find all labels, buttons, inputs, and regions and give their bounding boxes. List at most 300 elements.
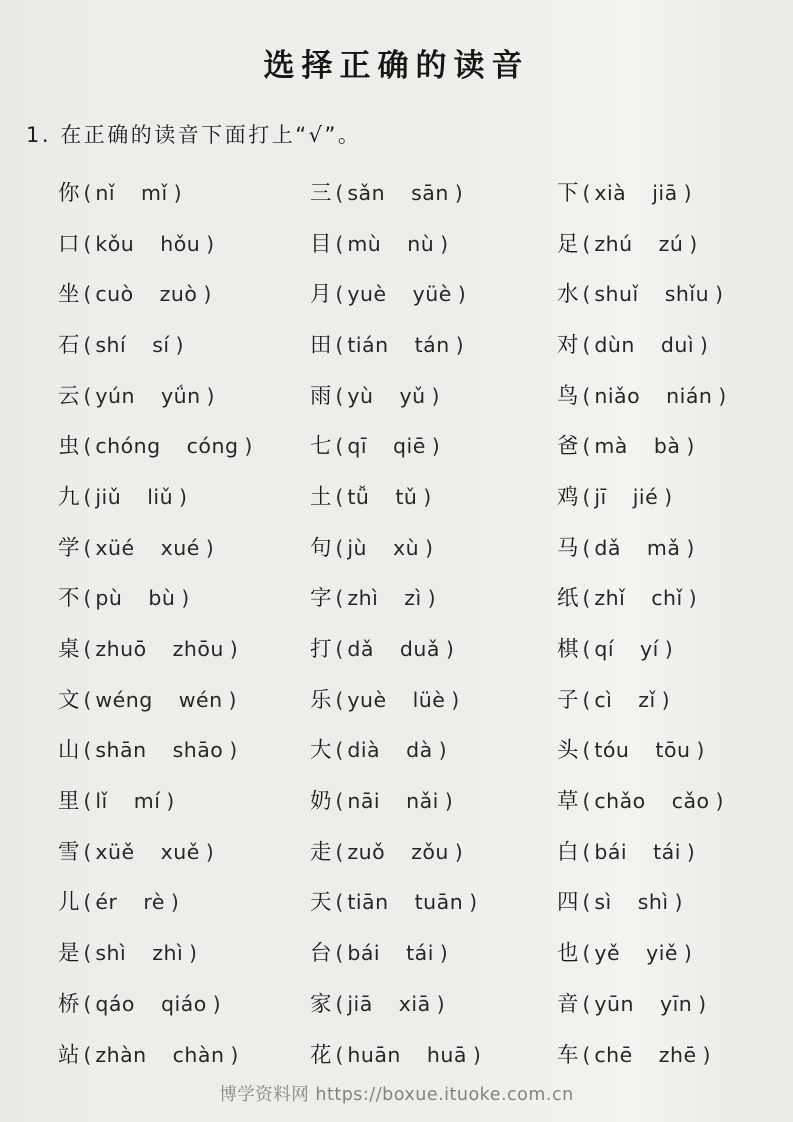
paren-close: ) — [170, 890, 179, 915]
pinyin-option-1: yuè — [347, 282, 387, 307]
pinyin-option-2: nù — [407, 231, 435, 256]
worksheet-cell — [58, 632, 310, 663]
paren-open: ( — [582, 637, 591, 662]
paren-open: ( — [83, 282, 92, 307]
paren-open: ( — [582, 332, 591, 357]
paren-open: ( — [582, 890, 591, 915]
pinyin-option-2: xiā — [398, 991, 431, 1016]
worksheet-cell — [557, 885, 793, 916]
pinyin-option-1: ér — [95, 890, 118, 915]
pinyin-option-2: xué — [160, 535, 200, 560]
worksheet-cell — [557, 784, 793, 815]
pinyin-option-2: shāo — [172, 738, 224, 763]
pinyin-option-1: chē — [594, 1042, 633, 1067]
worksheet-cell — [310, 581, 557, 612]
hanzi: 石 — [58, 332, 80, 358]
pinyin-option-1: dià — [347, 738, 381, 763]
pinyin-option-1: tián — [347, 332, 389, 357]
paren-close: ) — [684, 941, 692, 966]
paren-open: ( — [335, 231, 344, 256]
paren-close: ) — [444, 789, 453, 814]
paren-open: ( — [83, 586, 92, 611]
pinyin-option-1: mù — [347, 231, 382, 256]
hanzi: 鸡 — [557, 484, 579, 510]
paren-close: ) — [702, 1042, 711, 1067]
pinyin-option-1: cì — [594, 687, 613, 712]
paren-close: ) — [229, 738, 238, 763]
worksheet-cell — [310, 531, 557, 562]
hanzi: 爸 — [557, 434, 579, 460]
pinyin-option-2: zhì — [152, 941, 184, 966]
hanzi: 车 — [557, 1042, 579, 1068]
page-title: 选择正确的读音 — [263, 48, 530, 84]
paren-open: ( — [83, 434, 92, 459]
worksheet-cell — [557, 480, 793, 511]
hanzi: 鸟 — [557, 383, 579, 409]
hanzi: 花 — [310, 1042, 332, 1068]
paren-close: ) — [175, 332, 184, 357]
pinyin-option-2: duǎ — [399, 637, 440, 662]
paren-open: ( — [83, 738, 92, 763]
paren-close: ) — [455, 332, 464, 357]
worksheet-cell — [557, 835, 793, 866]
pinyin-option-1: nāi — [347, 789, 381, 814]
worksheet-cell — [58, 683, 310, 714]
paren-open: ( — [582, 180, 591, 205]
hanzi: 儿 — [58, 890, 80, 916]
paren-close: ) — [718, 383, 727, 408]
pinyin-option-2: shǐu — [664, 282, 710, 307]
paren-open: ( — [335, 586, 344, 611]
pinyin-option-1: lǐ — [95, 789, 108, 814]
pinyin-option-1: shuǐ — [594, 282, 639, 307]
pinyin-option-1: zhàn — [95, 1042, 147, 1067]
pinyin-option-2: zǒu — [411, 839, 449, 864]
paren-open: ( — [335, 890, 344, 915]
paren-open: ( — [335, 941, 344, 966]
worksheet-cell — [58, 936, 310, 967]
paren-open: ( — [582, 1042, 591, 1067]
paren-open: ( — [335, 738, 344, 763]
pinyin-option-2: zú — [658, 231, 684, 256]
worksheet-cell — [58, 176, 310, 207]
paren-open: ( — [83, 991, 92, 1016]
paren-open: ( — [83, 637, 92, 662]
pinyin-option-1: zhuō — [95, 637, 147, 662]
pinyin-option-1: qáo — [95, 991, 135, 1016]
pinyin-option-1: sì — [594, 890, 612, 915]
hanzi: 七 — [310, 434, 332, 460]
hanzi: 山 — [58, 738, 80, 764]
worksheet-cell — [310, 277, 557, 308]
pinyin-option-1: shí — [95, 332, 127, 357]
paren-close: ) — [205, 535, 214, 560]
paren-open: ( — [83, 332, 92, 357]
paren-open: ( — [582, 738, 591, 763]
paren-close: ) — [698, 991, 707, 1016]
hanzi: 奶 — [310, 789, 332, 815]
pinyin-option-2: jiā — [652, 180, 678, 205]
paren-close: ) — [439, 941, 448, 966]
paren-open: ( — [582, 484, 591, 509]
footer — [0, 1081, 793, 1106]
paren-close: ) — [436, 991, 445, 1016]
paren-open: ( — [83, 484, 92, 509]
pinyin-option-1: shì — [95, 941, 127, 966]
hanzi: 四 — [557, 890, 579, 916]
hanzi: 水 — [557, 282, 579, 308]
pinyin-option-2: yí — [640, 637, 659, 662]
worksheet-cell — [557, 581, 793, 612]
pinyin-option-2: mǎ — [646, 535, 681, 560]
worksheet-cell — [310, 733, 557, 764]
pinyin-option-2: wén — [178, 687, 223, 712]
pinyin-option-2: qiē — [393, 434, 426, 459]
pinyin-option-1: mà — [594, 434, 628, 459]
worksheet-cell — [58, 1038, 310, 1069]
pinyin-option-2: zì — [404, 586, 422, 611]
worksheet-cell — [557, 987, 793, 1018]
pinyin-option-1: wéng — [95, 687, 153, 712]
pinyin-option-2: shì — [637, 890, 669, 915]
hanzi: 学 — [58, 535, 80, 561]
hanzi: 家 — [310, 991, 332, 1017]
worksheet-cell — [58, 835, 310, 866]
paren-close: ) — [469, 890, 478, 915]
pinyin-option-2: yiě — [646, 941, 679, 966]
paren-close: ) — [230, 1042, 239, 1067]
hanzi: 桌 — [58, 637, 80, 663]
hanzi: 马 — [557, 535, 579, 561]
paren-close: ) — [228, 687, 237, 712]
pinyin-option-1: qí — [594, 637, 615, 662]
paren-open: ( — [335, 637, 344, 662]
paren-close: ) — [700, 332, 708, 357]
paren-close: ) — [715, 789, 724, 814]
hanzi: 台 — [310, 941, 332, 967]
hanzi: 田 — [310, 332, 332, 358]
pinyin-option-1: zuǒ — [347, 839, 386, 864]
hanzi: 云 — [58, 383, 80, 409]
paren-open: ( — [83, 383, 92, 408]
paren-open: ( — [582, 839, 591, 864]
hanzi: 是 — [58, 941, 80, 967]
worksheet-cell — [557, 277, 793, 308]
worksheet-cell — [310, 683, 557, 714]
paren-close: ) — [206, 231, 215, 256]
worksheet-cell — [557, 227, 793, 258]
worksheet-cell — [58, 531, 310, 562]
paren-open: ( — [582, 586, 591, 611]
hanzi: 桥 — [58, 991, 80, 1017]
paren-close: ) — [425, 535, 433, 560]
paren-close: ) — [472, 1042, 481, 1067]
paren-close: ) — [683, 180, 692, 205]
paren-open: ( — [83, 839, 92, 864]
pinyin-option-1: yù — [347, 383, 374, 408]
paren-open: ( — [582, 991, 591, 1016]
pinyin-option-2: mǐ — [141, 180, 168, 205]
paren-close: ) — [181, 586, 190, 611]
pinyin-option-1: qī — [347, 434, 368, 459]
pinyin-option-1: tǚ — [347, 484, 370, 509]
worksheet-cell — [58, 733, 310, 764]
paren-open: ( — [335, 484, 344, 509]
pinyin-option-1: xüě — [95, 839, 135, 864]
paren-open: ( — [335, 180, 344, 205]
pinyin-option-2: lüè — [412, 687, 446, 712]
worksheet-cell — [58, 227, 310, 258]
worksheet-cell — [557, 683, 793, 714]
paren-close: ) — [715, 282, 723, 307]
hanzi: 三 — [310, 180, 332, 206]
paren-close: ) — [664, 637, 673, 662]
hanzi: 月 — [310, 282, 332, 308]
pinyin-option-1: nǐ — [95, 180, 116, 205]
hanzi: 里 — [58, 789, 80, 815]
paren-open: ( — [335, 535, 344, 560]
pinyin-option-1: jī — [594, 484, 607, 509]
pinyin-option-2: sān — [411, 180, 449, 205]
pinyin-option-2: yǔ — [399, 383, 426, 408]
hanzi: 乐 — [310, 687, 332, 713]
pinyin-option-1: dǎ — [594, 535, 621, 560]
pinyin-option-2: zuò — [159, 282, 198, 307]
paren-close: ) — [686, 839, 695, 864]
paren-close: ) — [431, 383, 440, 408]
hanzi: 雪 — [58, 839, 80, 865]
pinyin-option-1: yūn — [594, 991, 634, 1016]
hanzi: 足 — [557, 231, 579, 257]
worksheet-cell — [557, 176, 793, 207]
hanzi: 雨 — [310, 383, 332, 409]
hanzi: 草 — [557, 789, 579, 815]
worksheet-cell — [310, 784, 557, 815]
pinyin-option-2: xuě — [160, 839, 200, 864]
pinyin-option-1: jù — [347, 535, 368, 560]
pinyin-option-1: tóu — [594, 738, 630, 763]
pinyin-option-1: pù — [95, 586, 123, 611]
hanzi: 对 — [557, 332, 579, 358]
pinyin-option-2: xù — [393, 535, 420, 560]
worksheet-cell — [310, 429, 557, 460]
pinyin-option-2: dà — [406, 738, 433, 763]
pinyin-option-2: chàn — [172, 1042, 225, 1067]
pinyin-option-2: bà — [653, 434, 681, 459]
worksheet-cell — [310, 480, 557, 511]
hanzi: 虫 — [58, 434, 80, 460]
worksheet-cell — [557, 328, 793, 359]
worksheet-cell — [557, 632, 793, 663]
pinyin-option-2: qiáo — [160, 991, 207, 1016]
paren-open: ( — [582, 941, 591, 966]
paren-close: ) — [661, 687, 670, 712]
worksheet-cell — [557, 429, 793, 460]
pinyin-option-2: nián — [666, 383, 713, 408]
pinyin-option-1: xià — [594, 180, 627, 205]
pinyin-option-1: niǎo — [594, 383, 641, 408]
pinyin-option-1: zhì — [347, 586, 379, 611]
paren-open: ( — [335, 434, 344, 459]
pinyin-option-2: tái — [653, 839, 681, 864]
worksheet-cell — [58, 480, 310, 511]
hanzi: 字 — [310, 586, 332, 612]
worksheet-cell — [310, 885, 557, 916]
paren-close: ) — [244, 434, 253, 459]
paren-close: ) — [457, 282, 466, 307]
hanzi: 也 — [557, 941, 579, 967]
paren-open: ( — [335, 1042, 344, 1067]
pinyin-option-1: chǎo — [594, 789, 646, 814]
hanzi: 土 — [310, 484, 332, 510]
paren-close: ) — [166, 789, 175, 814]
footer-text: 博学资料网 https://boxue.ituoke.com.cn — [219, 1085, 574, 1105]
paren-open: ( — [83, 890, 92, 915]
worksheet-cell — [58, 277, 310, 308]
hanzi: 棋 — [557, 637, 579, 663]
hanzi: 天 — [310, 890, 332, 916]
hanzi: 口 — [58, 231, 80, 257]
worksheet-cell — [310, 1038, 557, 1069]
paren-close: ) — [438, 738, 447, 763]
worksheet-cell — [58, 429, 310, 460]
pinyin-option-1: zhú — [594, 231, 633, 256]
worksheet-cell — [557, 936, 793, 967]
paren-close: ) — [664, 484, 673, 509]
pinyin-option-2: yǘn — [160, 383, 201, 408]
hanzi: 不 — [58, 586, 80, 612]
paren-open: ( — [335, 383, 344, 408]
pinyin-option-1: yě — [594, 941, 621, 966]
hanzi: 目 — [310, 231, 332, 257]
paren-open: ( — [335, 687, 344, 712]
paren-close: ) — [440, 231, 449, 256]
pinyin-option-2: bù — [148, 586, 176, 611]
hanzi: 文 — [58, 687, 80, 713]
paren-open: ( — [582, 383, 591, 408]
paren-open: ( — [83, 789, 92, 814]
pinyin-option-1: cuò — [95, 282, 134, 307]
pinyin-option-2: tái — [406, 941, 434, 966]
pinyin-option-2: sí — [152, 332, 170, 357]
pinyin-option-2: tǔ — [395, 484, 418, 509]
worksheet-cell — [310, 936, 557, 967]
paren-close: ) — [696, 738, 705, 763]
pinyin-option-2: cóng — [186, 434, 239, 459]
pinyin-option-2: nǎi — [406, 789, 439, 814]
paren-open: ( — [582, 687, 591, 712]
hanzi: 站 — [58, 1042, 80, 1068]
worksheet-cell — [310, 632, 557, 663]
worksheet-cell — [310, 379, 557, 410]
paren-open: ( — [83, 941, 92, 966]
pinyin-option-2: zǐ — [638, 687, 656, 712]
paren-close: ) — [229, 637, 238, 662]
paren-open: ( — [582, 282, 591, 307]
worksheet-cell — [310, 328, 557, 359]
worksheet-cell — [58, 885, 310, 916]
pinyin-option-1: yún — [95, 383, 135, 408]
pinyin-option-1: dǎ — [347, 637, 374, 662]
worksheet-grid — [0, 166, 793, 1078]
pinyin-option-2: chǐ — [651, 586, 683, 611]
pinyin-option-1: shān — [95, 738, 147, 763]
pinyin-option-1: bái — [347, 941, 381, 966]
pinyin-option-2: yüè — [412, 282, 452, 307]
worksheet-cell — [310, 176, 557, 207]
pinyin-option-1: sǎn — [347, 180, 386, 205]
pinyin-option-1: bái — [594, 839, 628, 864]
hanzi: 音 — [557, 991, 579, 1017]
worksheet-cell — [310, 835, 557, 866]
hanzi: 大 — [310, 738, 332, 764]
worksheet-cell — [58, 379, 310, 410]
pinyin-option-2: huā — [426, 1042, 467, 1067]
pinyin-option-2: liǔ — [147, 484, 174, 509]
instruction-text: 1. 在正确的读音下面打上“√”。 — [26, 123, 362, 147]
paren-close: ) — [686, 535, 695, 560]
pinyin-option-1: kǒu — [95, 231, 135, 256]
hanzi: 纸 — [557, 586, 579, 612]
worksheet-cell — [557, 733, 793, 764]
pinyin-option-2: rè — [143, 890, 165, 915]
worksheet-cell — [58, 784, 310, 815]
paren-close: ) — [689, 231, 698, 256]
pinyin-option-2: tuān — [414, 890, 464, 915]
paren-open: ( — [83, 180, 92, 205]
worksheet-cell — [557, 379, 793, 410]
hanzi: 下 — [557, 180, 579, 206]
pinyin-option-2: yīn — [659, 991, 693, 1016]
worksheet-cell — [58, 581, 310, 612]
paren-open: ( — [335, 839, 344, 864]
paren-close: ) — [203, 282, 212, 307]
hanzi: 句 — [310, 535, 332, 561]
paren-open: ( — [83, 687, 92, 712]
hanzi: 打 — [310, 637, 332, 663]
pinyin-option-1: xüé — [95, 535, 135, 560]
pinyin-option-1: dùn — [594, 332, 635, 357]
paren-close: ) — [205, 839, 214, 864]
paren-close: ) — [686, 434, 695, 459]
worksheet-cell — [58, 328, 310, 359]
pinyin-option-2: jié — [632, 484, 659, 509]
pinyin-option-2: tán — [414, 332, 450, 357]
hanzi: 头 — [557, 738, 579, 764]
pinyin-option-1: zhǐ — [594, 586, 626, 611]
pinyin-option-2: cǎo — [671, 789, 710, 814]
paren-close: ) — [423, 484, 432, 509]
pinyin-option-1: jiǔ — [95, 484, 122, 509]
hanzi: 你 — [58, 180, 80, 206]
pinyin-option-1: chóng — [95, 434, 161, 459]
paren-close: ) — [454, 180, 463, 205]
paren-close: ) — [445, 637, 454, 662]
paren-close: ) — [451, 687, 460, 712]
worksheet-cell — [58, 987, 310, 1018]
paren-close: ) — [454, 839, 463, 864]
paren-open: ( — [335, 991, 344, 1016]
hanzi: 九 — [58, 484, 80, 510]
worksheet-cell — [310, 987, 557, 1018]
paren-open: ( — [582, 535, 591, 560]
paren-close: ) — [173, 180, 182, 205]
paren-close: ) — [431, 434, 440, 459]
paren-open: ( — [83, 1042, 92, 1067]
pinyin-option-2: tōu — [655, 738, 691, 763]
pinyin-option-2: zhē — [658, 1042, 697, 1067]
pinyin-option-2: zhōu — [172, 637, 224, 662]
